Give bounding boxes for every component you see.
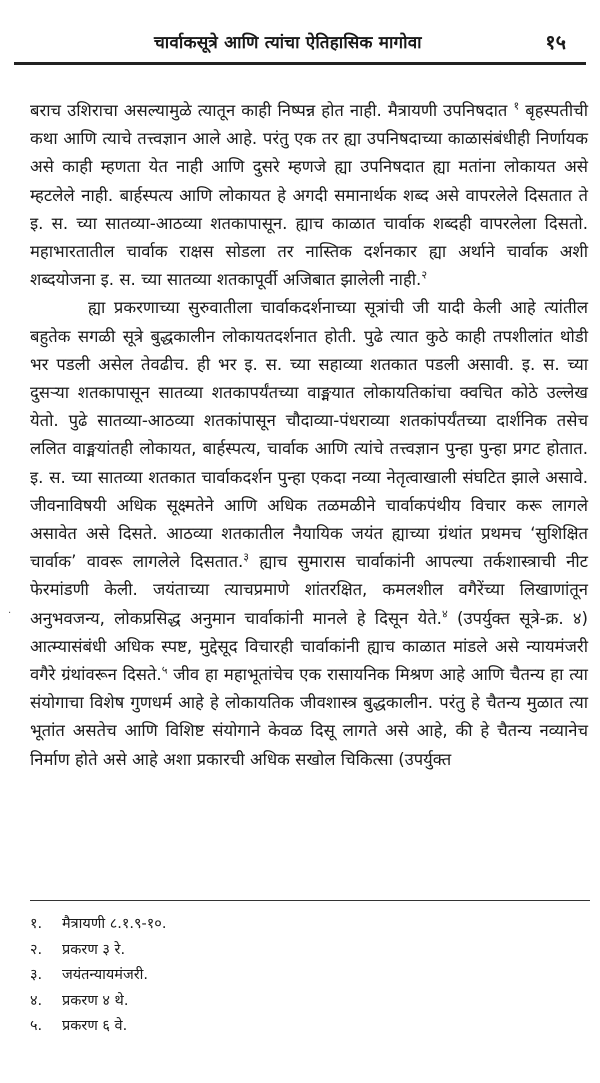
footnote-item (30, 989, 570, 1015)
footnote-text: प्रकरण ६ वे. (62, 1018, 128, 1035)
paragraph-2-part-a: ह्या प्रकरणाच्या सुरुवातीला चार्वाकदर्शनाच्या सूत्रांची जी यादी केली आहे त्यांतील बहुतेक सगळी सूत्रे बुद्धकालीन लोकायतदर्शनात होती. पुढे त्यात कुठे काही तपशीलांत थोडी भर पडली असेल तेवढीच. ही भर इ. स. च्या सहाव्या शतकात पडली असावी. इ. स. च्या दुसऱ्या शतकापासून सातव्या शतकापर्यंतच्या वाङ्मयात लोकायतिकांचा क्वचित कोठे उल्लेख येतो. पुढे सातव्या-आठव्या शतकांपासून चौदाव्या-पंधराव्या शतकांपर्यंतच्या दार्शनिक तसेच ललित वाङ्मयांतही लोकायत, बार्हस्पत्य, चार्वाक आणि त्यांचे तत्त्वज्ञान पुन्हा पुन्हा प्रगट होतात. इ. स. च्या सातव्या शतकात चार्वाकदर्शन पुन्हा एकदा नव्या नेतृत्वाखाली संघटित झाले असावे. जीवनाविषयी अधिक सूक्ष्मतेने आणि अधिक तळमळीने चार्वाकपंथीय विचार करू लागले असावेत असे दिसते. आठव्या शतकातील नैयायिक जयंत ह्याच्या ग्रंथांत प्रथमच ‘सुशिक्षित चार्वाक’ वावरू लागलेले दिसतात. (30, 298, 588, 572)
body-text (30, 97, 588, 774)
paragraph-2-part-d: जीव हा महाभूतांचेच एक रासायनिक मिश्रण आहे आणि चैतन्य हा त्या संयोगाचा विशेष गुणधर्म आहे हे लोकायतिक जीवशास्त्र बुद्धकालीन. परंतु हे चैतन्य मुळात त्या भूतांत असतेच आणि विशिष्ट संयोगाने केवळ दिसू लागते असे आहे, की हे चैतन्य नव्यानेच निर्माण होते असे आहे अशा प्रकारची अधिक सखोल चिकित्सा (उपर्युक्त (30, 665, 588, 769)
footnote-item (30, 912, 570, 938)
footnote-text: प्रकरण ३ रे. (62, 941, 126, 958)
footnote-ref-4: ४ (441, 607, 448, 621)
footnote-number: १. (30, 916, 43, 932)
footnote-item (30, 938, 570, 964)
footnote-ref-3: ३ (243, 550, 250, 564)
footnote-text: मैत्रायणी ८.१.९-१०. (62, 916, 167, 932)
footnote-ref-5: ५ (161, 663, 168, 677)
footnote-number: २. (30, 941, 43, 958)
margin-mark: · (8, 608, 12, 619)
footnote-number: ३. (30, 967, 43, 984)
footnote-number: ५. (30, 1018, 43, 1035)
paragraph-2-part-b: ह्याच सुमारास चार्वाकांनी आपल्या तर्कशास्त्राची नीट फेरमांडणी केली. जयंताच्या त्याचप्रमाणे शांतरक्षित, कमलशील वगैरेंच्या लिखाणांतून अनुभवजन्य, लोकप्रसिद्ध अनुमान चार्वाकांनी मानले हे दिसून येते. (30, 552, 588, 628)
running-title: चार्वाकसूत्रे आणि त्यांचा ऐतिहासिक मागोवा (154, 33, 422, 53)
footnote-text: जयंतन्यायमंजरी. (62, 967, 149, 984)
footnote-ref-2: २ (421, 268, 428, 282)
paragraph-1 (30, 97, 588, 294)
paragraph-1-part-b: बृहस्पतीची कथा आणि त्याचे तत्त्वज्ञान आले आहे. परंतु एक तर ह्या उपनिषदाच्या काळासंबंधीही निर्णायक असे काही म्हणता येत नाही आणि दुसरे म्हणजे ह्या उपनिषदात ह्या मतांना लोकायत असे म्हटलेले नाही. बार्हस्पत्य आणि लोकायत हे अगदी समानार्थक शब्द असे वापरलेले दिसतात ते इ. स. च्या सातव्या-आठव्या शतकापासून. ह्याच काळात चार्वाक शब्दही वापरलेला दिसतो. महाभारतातील चार्वाक राक्षस सोडला तर नास्तिक दर्शनकार ह्या अर्थाने चार्वाक अशी शब्दयोजना इ. स. च्या सातव्या शतकापूर्वी अजिबात झालेली नाही. (30, 101, 588, 290)
page-number: १५ (545, 30, 566, 54)
footnote-item (30, 1014, 570, 1040)
paragraph-2-part-c: (उपर्युक्त सूत्रे-क्र. ४) आत्म्यासंबंधी अधिक स्पष्ट, मुद्देसूद विचारही चार्वाकांनी ह्याच काळात मांडले असे न्यायमंजरी वगैरे ग्रंथांवरून दिसते. (30, 608, 588, 685)
footnote-divider (30, 900, 590, 901)
paragraph-2 (30, 294, 588, 773)
footnote-ref-1: १ (513, 99, 520, 113)
footnotes (30, 912, 570, 1040)
paragraph-1-part-a: बराच उशिराचा असल्यामुळे त्यातून काही निष्पन्न होत नाही. मैत्रायणी उपनिषदात (30, 101, 508, 120)
footnote-text: प्रकरण ४ थे. (62, 992, 129, 1009)
footnote-item (30, 963, 570, 989)
page-header (14, 26, 586, 65)
footnote-number: ४. (30, 992, 43, 1009)
